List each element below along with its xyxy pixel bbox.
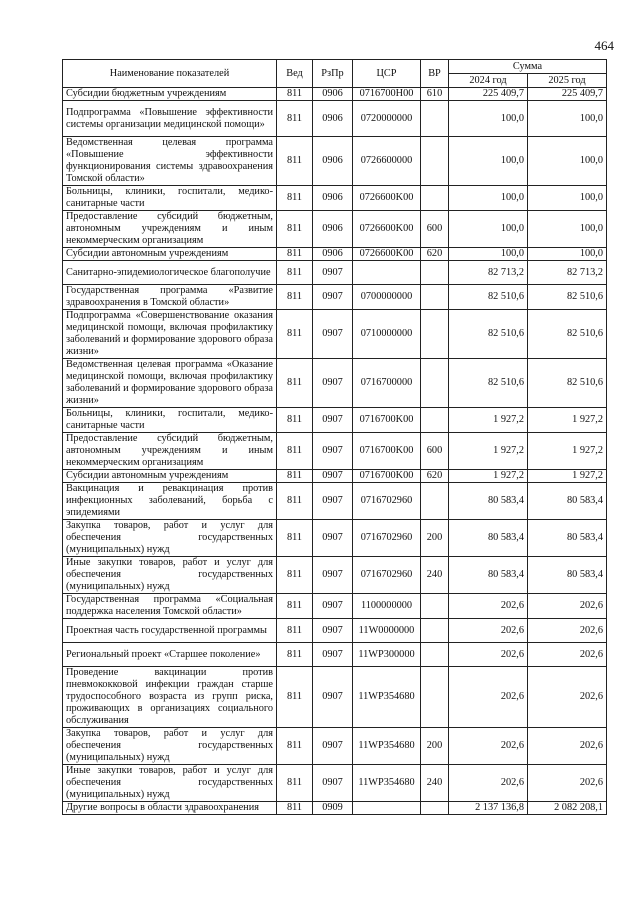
row-sum-2025: 80 583,4 xyxy=(528,483,607,520)
row-csr: 0726600K00 xyxy=(353,248,421,261)
table-row xyxy=(63,137,607,186)
row-vr: 620 xyxy=(421,248,449,261)
header-name: Наименование показателей xyxy=(63,60,277,88)
row-sum-2025: 2 082 208,1 xyxy=(528,802,607,815)
row-sum-2024: 100,0 xyxy=(449,211,528,248)
row-name: Субсидии автономным учреждениям xyxy=(63,470,277,483)
row-sum-2025: 80 583,4 xyxy=(528,520,607,557)
row-rzpr: 0907 xyxy=(313,408,353,433)
row-csr: 0716702960 xyxy=(353,483,421,520)
row-name: Подпрограмма «Повышение эффективности системы организации медицинской помощи» xyxy=(63,101,277,137)
row-sum-2024: 100,0 xyxy=(449,137,528,186)
row-sum-2025: 80 583,4 xyxy=(528,557,607,594)
row-csr: 1100000000 xyxy=(353,594,421,619)
header-vr: ВР xyxy=(421,60,449,88)
row-csr: 0710000000 xyxy=(353,310,421,359)
row-rzpr: 0907 xyxy=(313,285,353,310)
row-rzpr: 0907 xyxy=(313,470,353,483)
row-sum-2025: 100,0 xyxy=(528,101,607,137)
row-ved: 811 xyxy=(277,310,313,359)
row-name: Вакцинация и ревакцинация против инфекционных заболеваний, борьба с эпидемиями xyxy=(63,483,277,520)
row-sum-2024: 82 510,6 xyxy=(449,285,528,310)
row-sum-2025: 82 510,6 xyxy=(528,285,607,310)
row-name: Субсидии бюджетным учреждениям xyxy=(63,88,277,101)
row-sum-2025: 202,6 xyxy=(528,667,607,728)
row-sum-2024: 100,0 xyxy=(449,101,528,137)
row-ved: 811 xyxy=(277,137,313,186)
row-csr: 0726600K00 xyxy=(353,211,421,248)
row-ved: 811 xyxy=(277,285,313,310)
row-sum-2025: 1 927,2 xyxy=(528,470,607,483)
row-ved: 811 xyxy=(277,643,313,667)
header-year-2025: 2025 год xyxy=(528,74,607,88)
row-name: Санитарно-эпидемиологическое благополучие xyxy=(63,261,277,285)
row-sum-2025: 82 510,6 xyxy=(528,359,607,408)
row-rzpr: 0906 xyxy=(313,101,353,137)
row-csr: 11WP354680 xyxy=(353,667,421,728)
row-ved: 811 xyxy=(277,728,313,765)
row-name: Государственная программа «Развитие здравоохранения в Томской области» xyxy=(63,285,277,310)
row-vr xyxy=(421,594,449,619)
row-sum-2024: 202,6 xyxy=(449,728,528,765)
row-name: Закупка товаров, работ и услуг для обеспечения государственных (муниципальных) нужд xyxy=(63,728,277,765)
row-sum-2025: 202,6 xyxy=(528,594,607,619)
row-csr: 0716702960 xyxy=(353,520,421,557)
row-vr xyxy=(421,619,449,643)
row-name: Предоставление субсидий бюджетным, автономным учреждениям и иным некоммерческим организациям xyxy=(63,433,277,470)
row-rzpr: 0907 xyxy=(313,557,353,594)
row-vr xyxy=(421,285,449,310)
table-row xyxy=(63,408,607,433)
row-vr xyxy=(421,261,449,285)
row-csr: 0716700K00 xyxy=(353,470,421,483)
header-year-2024: 2024 год xyxy=(449,74,528,88)
header-csr: ЦСР xyxy=(353,60,421,88)
row-vr: 240 xyxy=(421,765,449,802)
row-sum-2025: 1 927,2 xyxy=(528,433,607,470)
row-vr: 620 xyxy=(421,470,449,483)
row-ved: 811 xyxy=(277,594,313,619)
table-header xyxy=(63,60,607,88)
row-ved: 811 xyxy=(277,557,313,594)
row-ved: 811 xyxy=(277,483,313,520)
row-csr: 0726600000 xyxy=(353,137,421,186)
row-name: Больницы, клиники, госпитали, медико-санитарные части xyxy=(63,186,277,211)
table-row xyxy=(63,483,607,520)
row-rzpr: 0906 xyxy=(313,88,353,101)
row-name: Иные закупки товаров, работ и услуг для обеспечения государственных (муниципальных) нужд xyxy=(63,765,277,802)
row-sum-2024: 80 583,4 xyxy=(449,520,528,557)
row-rzpr: 0907 xyxy=(313,483,353,520)
row-rzpr: 0907 xyxy=(313,619,353,643)
row-name: Другие вопросы в области здравоохранения xyxy=(63,802,277,815)
row-csr: 11WP354680 xyxy=(353,728,421,765)
row-sum-2025: 82 713,2 xyxy=(528,261,607,285)
row-csr: 11WP300000 xyxy=(353,643,421,667)
row-sum-2024: 202,6 xyxy=(449,619,528,643)
table-row xyxy=(63,186,607,211)
table-row xyxy=(63,433,607,470)
table-row xyxy=(63,88,607,101)
row-sum-2024: 100,0 xyxy=(449,186,528,211)
row-vr: 600 xyxy=(421,433,449,470)
row-vr xyxy=(421,667,449,728)
row-csr: 0716700K00 xyxy=(353,433,421,470)
row-sum-2025: 100,0 xyxy=(528,248,607,261)
row-csr xyxy=(353,261,421,285)
row-ved: 811 xyxy=(277,765,313,802)
table-row xyxy=(63,667,607,728)
row-name: Государственная программа «Социальная поддержка населения Томской области» xyxy=(63,594,277,619)
row-sum-2025: 225 409,7 xyxy=(528,88,607,101)
row-vr xyxy=(421,408,449,433)
row-sum-2024: 202,6 xyxy=(449,765,528,802)
row-name: Ведомственная целевая программа «Оказание медицинской помощи, включая профилактику заболеваний и формирование здорового образа жизни» xyxy=(63,359,277,408)
table-row xyxy=(63,359,607,408)
row-rzpr: 0906 xyxy=(313,186,353,211)
row-ved: 811 xyxy=(277,470,313,483)
table-row xyxy=(63,211,607,248)
row-rzpr: 0907 xyxy=(313,261,353,285)
row-name: Ведомственная целевая программа «Повышение эффективности функционирования системы здравоохранения Томской области» xyxy=(63,137,277,186)
table-row xyxy=(63,594,607,619)
row-sum-2024: 202,6 xyxy=(449,643,528,667)
header-rzpr: РзПр xyxy=(313,60,353,88)
row-rzpr: 0906 xyxy=(313,211,353,248)
table-row xyxy=(63,619,607,643)
row-vr xyxy=(421,483,449,520)
row-sum-2024: 80 583,4 xyxy=(449,557,528,594)
row-ved: 811 xyxy=(277,802,313,815)
row-vr: 240 xyxy=(421,557,449,594)
row-ved: 811 xyxy=(277,359,313,408)
row-name: Региональный проект «Старшее поколение» xyxy=(63,643,277,667)
row-csr: 11W0000000 xyxy=(353,619,421,643)
row-csr: 0716700K00 xyxy=(353,408,421,433)
row-sum-2025: 202,6 xyxy=(528,728,607,765)
row-sum-2025: 100,0 xyxy=(528,211,607,248)
row-sum-2025: 82 510,6 xyxy=(528,310,607,359)
row-ved: 811 xyxy=(277,101,313,137)
row-sum-2025: 202,6 xyxy=(528,619,607,643)
table-row xyxy=(63,520,607,557)
row-rzpr: 0907 xyxy=(313,310,353,359)
row-sum-2024: 202,6 xyxy=(449,667,528,728)
table-row xyxy=(63,470,607,483)
table-row xyxy=(63,643,607,667)
row-ved: 811 xyxy=(277,248,313,261)
budget-table xyxy=(62,59,607,815)
row-csr xyxy=(353,802,421,815)
row-rzpr: 0907 xyxy=(313,594,353,619)
row-rzpr: 0907 xyxy=(313,728,353,765)
row-csr: 11WP354680 xyxy=(353,765,421,802)
row-name: Проектная часть государственной программы xyxy=(63,619,277,643)
header-ved: Вед xyxy=(277,60,313,88)
row-ved: 811 xyxy=(277,619,313,643)
row-sum-2024: 1 927,2 xyxy=(449,433,528,470)
row-rzpr: 0906 xyxy=(313,248,353,261)
table-row xyxy=(63,101,607,137)
row-sum-2025: 1 927,2 xyxy=(528,408,607,433)
row-sum-2024: 225 409,7 xyxy=(449,88,528,101)
table-row xyxy=(63,285,607,310)
row-vr: 600 xyxy=(421,211,449,248)
row-csr: 0720000000 xyxy=(353,101,421,137)
row-rzpr: 0907 xyxy=(313,520,353,557)
row-sum-2025: 100,0 xyxy=(528,137,607,186)
row-sum-2025: 202,6 xyxy=(528,643,607,667)
row-rzpr: 0907 xyxy=(313,643,353,667)
row-sum-2024: 82 510,6 xyxy=(449,310,528,359)
row-sum-2024: 1 927,2 xyxy=(449,408,528,433)
row-rzpr: 0907 xyxy=(313,433,353,470)
row-vr: 610 xyxy=(421,88,449,101)
row-name: Субсидии автономным учреждениям xyxy=(63,248,277,261)
row-csr: 0716700H00 xyxy=(353,88,421,101)
row-vr: 200 xyxy=(421,728,449,765)
row-name: Проведение вакцинации против пневмококковой инфекции граждан старше трудоспособного возраста из групп риска, проживающих в организациях социального обслуживания xyxy=(63,667,277,728)
row-ved: 811 xyxy=(277,186,313,211)
table-row xyxy=(63,802,607,815)
row-rzpr: 0907 xyxy=(313,667,353,728)
table-row xyxy=(63,728,607,765)
row-sum-2024: 1 927,2 xyxy=(449,470,528,483)
row-name: Иные закупки товаров, работ и услуг для обеспечения государственных (муниципальных) нужд xyxy=(63,557,277,594)
row-vr: 200 xyxy=(421,520,449,557)
row-rzpr: 0907 xyxy=(313,359,353,408)
row-name: Предоставление субсидий бюджетным, автономным учреждениям и иным некоммерческим организациям xyxy=(63,211,277,248)
header-sum: Сумма xyxy=(449,60,607,74)
row-ved: 811 xyxy=(277,211,313,248)
row-csr: 0726600K00 xyxy=(353,186,421,211)
row-name: Подпрограмма «Совершенствование оказания медицинской помощи, включая профилактику заболеваний и формирование здорового образа жизни» xyxy=(63,310,277,359)
row-rzpr: 0907 xyxy=(313,765,353,802)
table-row xyxy=(63,765,607,802)
row-csr: 0700000000 xyxy=(353,285,421,310)
table-row xyxy=(63,261,607,285)
row-ved: 811 xyxy=(277,408,313,433)
row-vr xyxy=(421,802,449,815)
table-row xyxy=(63,248,607,261)
row-sum-2024: 100,0 xyxy=(449,248,528,261)
row-csr: 0716702960 xyxy=(353,557,421,594)
page-number: 464 xyxy=(594,38,614,53)
row-rzpr: 0906 xyxy=(313,137,353,186)
table-row xyxy=(63,310,607,359)
row-ved: 811 xyxy=(277,433,313,470)
row-sum-2024: 202,6 xyxy=(449,594,528,619)
row-sum-2024: 2 137 136,8 xyxy=(449,802,528,815)
row-name: Закупка товаров, работ и услуг для обеспечения государственных (муниципальных) нужд xyxy=(63,520,277,557)
row-ved: 811 xyxy=(277,520,313,557)
row-ved: 811 xyxy=(277,261,313,285)
row-sum-2025: 202,6 xyxy=(528,765,607,802)
row-ved: 811 xyxy=(277,88,313,101)
table-body xyxy=(63,88,607,815)
row-sum-2024: 80 583,4 xyxy=(449,483,528,520)
table-row xyxy=(63,557,607,594)
row-vr xyxy=(421,310,449,359)
row-vr xyxy=(421,186,449,211)
row-csr: 0716700000 xyxy=(353,359,421,408)
row-sum-2024: 82 510,6 xyxy=(449,359,528,408)
row-sum-2025: 100,0 xyxy=(528,186,607,211)
row-vr xyxy=(421,137,449,186)
row-name: Больницы, клиники, госпитали, медико-санитарные части xyxy=(63,408,277,433)
row-ved: 811 xyxy=(277,667,313,728)
row-vr xyxy=(421,643,449,667)
row-sum-2024: 82 713,2 xyxy=(449,261,528,285)
row-vr xyxy=(421,359,449,408)
row-vr xyxy=(421,101,449,137)
row-rzpr: 0909 xyxy=(313,802,353,815)
